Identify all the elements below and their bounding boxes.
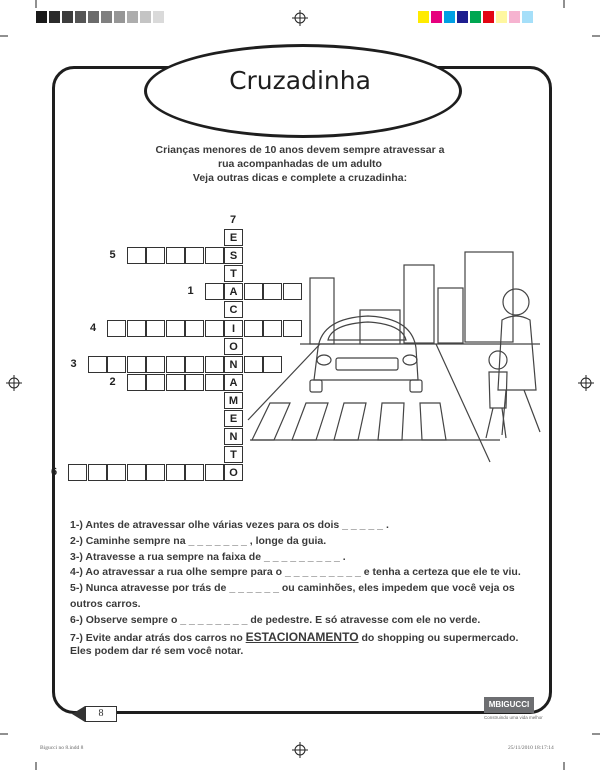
clue-line [70,551,346,563]
vertical-letter-cell[interactable]: T [224,265,243,282]
vertical-letter-cell[interactable]: N [224,428,243,445]
answer-cell[interactable] [88,356,107,373]
page-number: 8 [85,706,117,722]
clue-text: 3-) Atravesse a rua sempre na faixa de _ _ _ _ _ _ _ _ _ . [70,550,346,563]
vertical-letter-cell[interactable]: O [224,338,243,355]
clue-line [70,535,326,547]
answer-cell[interactable] [185,356,204,373]
registration-mark-right-icon [578,375,594,391]
clue-number: 6 [51,466,58,479]
vertical-letter-cell[interactable]: O [224,464,243,481]
clue-text: 6-) Observe sempre o _ _ _ _ _ _ _ _ de pedestre. E só atravesse com ele no verde. [70,613,481,626]
answer-cell[interactable] [263,356,282,373]
page-title: Cruzadinha [229,66,371,95]
crosswalk-icon [252,403,446,440]
vertical-letter-cell[interactable]: A [224,374,243,391]
answer-cell[interactable] [244,283,263,300]
registration-mark-top-icon [292,10,308,26]
answer-cell[interactable] [166,374,185,391]
clue-number: 1 [187,285,194,298]
vertical-letter-cell[interactable]: S [224,247,243,264]
answer-cell[interactable] [107,320,126,337]
child-pedestrian-icon [486,351,507,438]
registration-mark-bottom-icon [292,742,308,758]
answer-cell[interactable] [283,320,302,337]
vertical-letter-cell[interactable]: E [224,410,243,427]
answer-cell[interactable] [107,464,126,481]
answer-cell[interactable] [107,356,126,373]
footer-timestamp: 25/11/2010 18:17:14 [508,745,554,751]
answer-cell[interactable] [244,356,263,373]
clue-number: 4 [90,321,97,334]
clue-text-end: do shopping ou supermercado. [358,631,519,644]
answer-cell[interactable] [146,356,165,373]
answer-cell[interactable] [185,247,204,264]
pencil-tip-icon [72,706,85,722]
street-illustration [240,240,550,470]
car-icon [310,316,422,392]
clue-text: 5-) Nunca atravesse por trás de _ _ _ _ _ _ ou caminhões, eles impedem que você veja os [70,582,515,595]
answer-cell[interactable] [88,464,107,481]
clue-text: outros carros. [70,598,141,610]
answer-cell[interactable] [166,320,185,337]
answer-cell[interactable] [127,247,146,264]
answer-cell[interactable] [166,356,185,373]
clue-answer: ESTACIONAMENTO [245,629,359,644]
clue-line [70,598,141,610]
answer-cell[interactable] [127,464,146,481]
answer-cell[interactable] [263,320,282,337]
logo-tagline: Construindo uma vida melhor [484,715,543,720]
answer-cell[interactable] [146,320,165,337]
clue-text: 1-) Antes de atravessar olhe várias vezes para os dois _ _ _ _ _ . [70,519,389,531]
answer-cell[interactable] [127,320,146,337]
answer-cell[interactable] [205,374,224,391]
clue-number: 2 [109,375,116,388]
clue-line [70,614,480,626]
answer-cell[interactable] [146,247,165,264]
answer-cell[interactable] [146,374,165,391]
answer-cell[interactable] [185,464,204,481]
clue-number: 5 [109,249,116,262]
intro-line-2: rua acompanhadas de um adulto [218,158,382,170]
answer-cell[interactable] [205,320,224,337]
clue-text: Eles podem dar ré sem você notar. [70,645,244,658]
answer-cell[interactable] [166,247,185,264]
clue-line [70,566,521,578]
vertical-letter-cell[interactable]: N [224,356,243,373]
answer-cell[interactable] [146,464,165,481]
vertical-letter-cell[interactable]: C [224,301,243,318]
answer-cell[interactable] [205,464,224,481]
clue-text: 7-) Evite andar atrás dos carros no [70,631,246,644]
intro-line-3: Veja outras dicas e complete a cruzadinha: [192,172,408,184]
clue-text: 4-) Ao atravessar a rua olhe sempre para o _ _ _ _ _ _ _ _ _ e tenha a certeza que ele te viu. [70,566,521,579]
vertical-letter-cell[interactable]: E [224,229,243,246]
answer-cell[interactable] [185,374,204,391]
answer-cell[interactable] [127,356,146,373]
vertical-letter-cell[interactable]: A [224,283,243,300]
clue-line [70,630,518,644]
answer-cell[interactable] [263,283,282,300]
publisher-logo: MBIGUCCI [484,697,534,713]
answer-cell[interactable] [283,283,302,300]
adult-pedestrian-icon [498,289,540,435]
clue-text: 2-) Caminhe sempre na _ _ _ _ _ _ _ , longe da guia. [70,534,327,547]
answer-cell[interactable] [205,247,224,264]
footer-file: Bigucci no 8.indd 8 [40,745,84,751]
answer-cell[interactable] [185,320,204,337]
answer-cell[interactable] [205,356,224,373]
clue-number: 3 [70,357,77,370]
clue-line [70,582,515,594]
vertical-letter-cell[interactable]: T [224,446,243,463]
vertical-letter-cell[interactable]: M [224,392,243,409]
intro-line-1: Crianças menores de 10 anos devem sempre atravessar a [155,144,445,156]
registration-mark-left-icon [6,375,22,391]
answer-cell[interactable] [244,320,263,337]
answer-cell[interactable] [68,464,87,481]
answer-cell[interactable] [205,283,224,300]
vertical-letter-cell[interactable]: I [224,320,243,337]
answer-cell[interactable] [127,374,146,391]
answer-cell[interactable] [166,464,185,481]
clue-number-7: 7 [230,214,237,226]
clue-line [70,519,389,531]
clue-line [70,645,243,657]
